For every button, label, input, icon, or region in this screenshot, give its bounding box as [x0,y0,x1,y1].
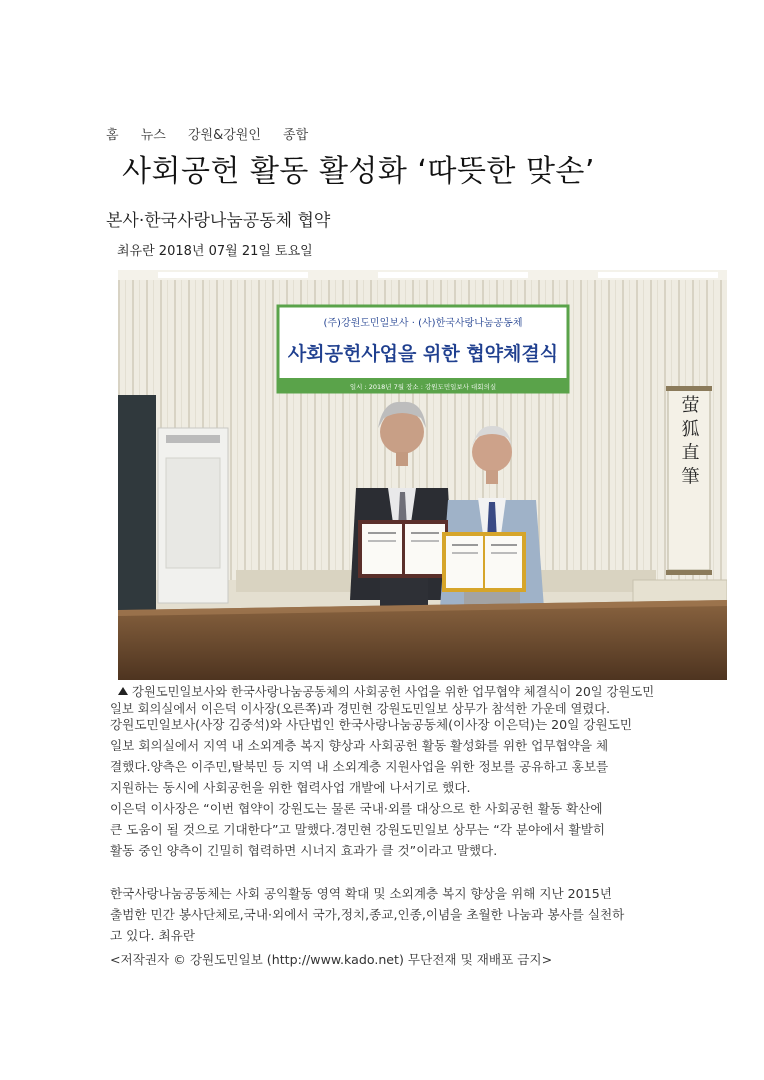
article-paragraph [110,883,730,946]
paragraph-line: 결했다.양측은 이주민,탈북민 등 지역 내 소외계층 지원사업을 위한 정보를 공유하고 홍보를 [110,759,609,774]
banner-title-text: 사회공헌사업을 위한 협약체결식 [287,343,559,365]
paragraph-line: 고 있다. 최유란 [110,928,196,943]
breadcrumb-general-link[interactable]: 종합 [283,128,309,143]
paragraph-line: 활동 중인 양측이 긴밀히 협력하면 시너지 효과가 클 것”이라고 말했다. [110,843,498,858]
article-byline: 최유란 2018년 07월 21일 토요일 [117,244,313,259]
article-subheadline: 본사·한국사랑나눔공동체 협약 [106,211,331,231]
right-agreement-folder [442,532,526,592]
article-photo [118,270,727,680]
paragraph-line: 일보 회의실에서 지역 내 소외계층 복지 향상과 사회공헌 활동 활성화를 위한 업무협약을 체 [110,738,609,753]
photo-caption [110,684,732,718]
paragraph-line: 이은덕 이사장은 “이번 협약이 강원도는 물론 국내·외를 대상으로 한 사회공헌 활동 확산에 [110,801,603,816]
paragraph-line: 큰 도움이 될 것으로 기대한다”고 말했다.경민현 강원도민일보 상무는 “각 분야에서 활발히 [110,822,606,837]
paragraph-line: 지원하는 동시에 사회공헌을 위한 협력사업 개발에 나서기로 했다. [110,780,471,795]
breadcrumb-gangwon-link[interactable]: 강원&강원인 [187,128,261,143]
left-agreement-folder [358,520,448,578]
breadcrumb [106,124,326,143]
banner-info-text: 일시 : 2018년 7월 장소 : 강원도민일보사 대회의실 [349,383,497,391]
paragraph-line: 한국사랑나눔공동체는 사회 공익활동 영역 확대 및 소외계층 복지 향상을 위해 지난 2015년 [110,886,612,901]
paragraph-line: 강원도민일보사(사장 김중석)와 사단법인 한국사랑나눔공동체(이사장 이은덕)는 20일 강원도민 [110,717,632,732]
article-headline: 사회공헌 활동 활성화 ‘따뜻한 맞손’ [122,154,595,189]
paragraph-line: 출범한 민간 봉사단체로,국내·외에서 국가,정치,종교,인종,이념을 초월한 나눔과 봉사를 실천하 [110,907,625,922]
breadcrumb-news-link[interactable]: 뉴스 [140,128,166,143]
calligraphy-text: 萤 狐 直 筆 [678,395,700,485]
caption-triangle-icon [118,687,128,695]
caption-line: 일보 회의실에서 이은덕 이사장(오른쪽)과 경민현 강원도민일보 상무가 참석한 가운데 열렸다. [110,702,611,716]
breadcrumb-home-link[interactable]: 홈 [106,128,119,143]
banner-org-text: (주)강원도민일보사 · (사)한국사랑나눔공동체 [323,318,523,329]
article-paragraph [110,714,730,798]
caption-line: 강원도민일보사와 한국사랑나눔공동체의 사회공헌 사업을 위한 업무협약 체결식이 20일 강원도민 [132,685,655,699]
article-paragraph [110,798,730,861]
copyright-notice: <저작권자 © 강원도민일보 (http://www.kado.net) 무단전재 및 재배포 금지> [110,952,553,967]
